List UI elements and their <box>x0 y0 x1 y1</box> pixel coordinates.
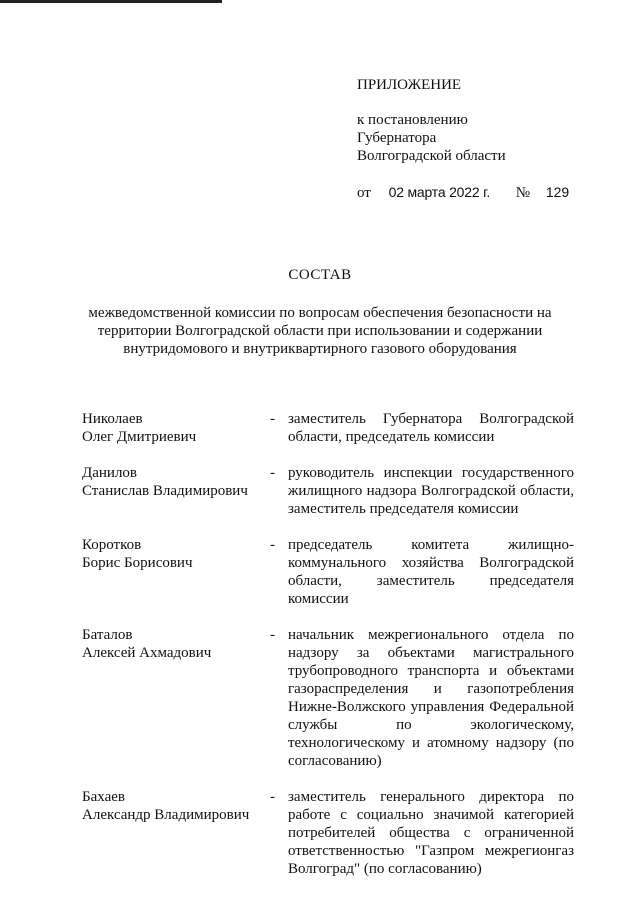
member-dash: - <box>270 627 275 643</box>
member-surname: Баталов <box>82 627 133 643</box>
member-role: заместитель генерального директора по работе с социально значимой категорией потребителей общества с ограниченной ответственностью "Газпром межрегионгаз Волгоград" (по согласованию) <box>288 789 574 877</box>
member-name <box>82 410 268 446</box>
member-name <box>82 788 268 878</box>
document-date: 02 марта 2022 г. <box>388 184 491 200</box>
member-surname: Данилов <box>82 465 138 481</box>
document-subheading: межведомственной комиссии по вопросам обеспечения безопасности на территории Волгоградской области при использовании и содержании внутридомового и внутриквартирного газового оборудования <box>88 305 552 357</box>
appendix-line: Губернатора <box>357 130 437 146</box>
member-name <box>82 536 268 608</box>
member-dash: - <box>270 465 275 481</box>
members-list <box>82 410 574 878</box>
member-given-name: Александр Владимирович <box>82 807 250 823</box>
appendix-title: ПРИЛОЖЕНИЕ <box>357 77 462 93</box>
top-edge-line <box>0 0 222 3</box>
member-name <box>82 626 268 770</box>
member-row <box>82 788 574 878</box>
member-given-name: Алексей Ахмадович <box>82 645 212 661</box>
date-prefix: от <box>357 185 371 201</box>
appendix-block <box>357 76 617 202</box>
member-row <box>82 464 574 518</box>
member-row <box>82 626 574 770</box>
member-given-name: Борис Борисович <box>82 555 193 571</box>
member-name <box>82 464 268 518</box>
member-role: председатель комитета жилищно-коммунального хозяйства Волгоградской области, заместитель председателя комиссии <box>288 537 574 607</box>
document-number: 129 <box>545 184 570 200</box>
member-surname: Коротков <box>82 537 142 553</box>
number-sign: № <box>515 185 531 201</box>
member-role: руководитель инспекции государственного жилищного надзора Волгоградской области, заместитель председателя комиссии <box>288 465 574 517</box>
member-dash: - <box>270 411 275 427</box>
member-role: заместитель Губернатора Волгоградской области, председатель комиссии <box>288 411 574 445</box>
member-role: начальник межрегионального отдела по надзору за объектами магистрального трубопроводного транспорта и объектами газораспределения и газопотребления Нижне-Волжского управления Федеральной службы по экологическому, технологическому и атомному надзору (по согласованию) <box>288 627 574 769</box>
appendix-line: к постановлению <box>357 112 468 128</box>
member-dash: - <box>270 789 275 805</box>
document-heading: СОСТАВ <box>288 267 352 283</box>
member-surname: Николаев <box>82 411 143 427</box>
appendix-line: Волгоградской области <box>357 148 506 164</box>
member-row <box>82 536 574 608</box>
appendix-date-line <box>357 183 617 202</box>
member-surname: Бахаев <box>82 789 125 805</box>
member-dash: - <box>270 537 275 553</box>
member-row <box>82 410 574 446</box>
member-given-name: Станислав Владимирович <box>82 483 248 499</box>
member-given-name: Олег Дмитриевич <box>82 429 197 445</box>
